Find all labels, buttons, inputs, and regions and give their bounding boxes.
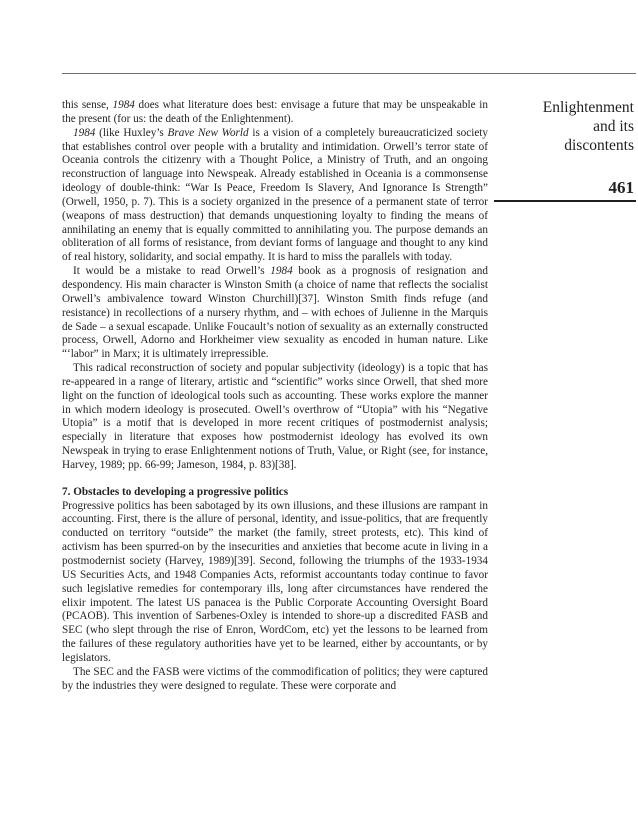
- paragraph-2: [62, 127, 488, 265]
- paragraph-3-text-b: book as a prognosis of resignation and despondency. His main character is Winston Smith (a choice of name that reflects the socialist Orwell’s ambivalence toward Winston Churchill)[37]. Winston Smith finds refuge (and resistance) in recollections of a nursery rhythm, and – with echoes of Julienne in the Marquis de Sade – a sexual escapade. Unlike Foucault’s notion of sexuality as an externally constructed process, Orwell, Adorno and Horkheimer view sexuality as encoded in human nature. Like “‘labor” in Marx; it is ultimately irrepressible.: [62, 265, 488, 361]
- paragraph-5: Progressive politics has been sabotaged by its own illusions, and these illusions are rampant in accounting. First, there is the allure of personal, identity, and issue-politics, that are frequently conducted on territory “outside” the market (the family, street protests, etc). This kind of activism has been spurred-on by the insecurities and anxieties that become acute in living in a postmodernist society (Harvey, 1989)[39]. Second, following the triumphs of the 1933-1934 US Securities Acts, and 1948 Companies Acts, reformist accountants today continue to favor such legislative remedies for contemporary ills, long after circumstances have rendered the elixir impotent. The latest US panacea is the Public Corporate Accounting Oversight Board (PCAOB). This invention of Sarbenes-Oxley is intended to shore-up a discredited FASB and SEC (who slept through the rise of Enron, WordCom, etc) yet the lessons to be learned from the failures of these regulatory authorities have yet to be learned, either by accountants, or by legislators.: [62, 499, 488, 664]
- paragraph-3-text-a: It would be a mistake to read Orwell’s: [73, 265, 271, 278]
- paragraph-3: [62, 265, 488, 362]
- paragraph-2-text-a: (like Huxley’s: [95, 126, 168, 139]
- body-text: [62, 99, 488, 693]
- running-title: [494, 98, 634, 155]
- paragraph-2-italic-title-2: Brave New World: [167, 126, 249, 139]
- paragraph-2-text-b: is a vision of a completely bureaucraticized society that establishes control over people with a brutality and intimidation. Orwell’s terror state of Oceania controls the citizenry with a Thought Police, a Ministry of Truth, and an ongoing reconstruction of language into Newspeak. Already established in Oceania is a commonsense ideology of double-think: “War Is Peace, Freedom Is Slavery, And Ignorance Is Strength” (Orwell, 1950, p. 7). This is a society organized in the presence of a permanent state of terror (weapons of mass destruction) that demands unquestioning loyalty to finding the means of annihilating an enemy that is equally committed to annihilating you. The purpose demands an obliteration of all forms of resistance, from deviant forms of language and thought to any kind of real history, solidarity, and social empathy. It is hard to miss the parallels with today.: [62, 126, 489, 264]
- paragraph-6: The SEC and the FASB were victims of the commodification of politics; they were captured by the industries they were designed to regulate. These were corporate and: [62, 665, 488, 692]
- paragraph-1-text-b: does what literature does best: envisage a future that may be unspeakable in the present (for us: the death of the Enlightenment).: [62, 99, 488, 125]
- paragraph-3-italic-title: 1984: [270, 265, 293, 278]
- paragraph-4: This radical reconstruction of society and popular subjectivity (ideology) is a topic that has re-appeared in a range of literary, artistic and “scientific” works since Orwell, that shed more light on the function of ideological tools such as accounting. These works explore the manner in which modern ideology is prosecuted. Owell’s overthrow of “Utopia” with his “Negative Utopia” is a motif that is developed in more recent critiques of postmodernist analysis; especially in literature that exposes how postmodernist ideology has evolved its own Newspeak in trying to erase Enlightenment notions of Truth, Value, or Right (see, for instance, Harvey, 1989; pp. 66-99; Jameson, 1984, p. 83)[38].: [62, 362, 488, 471]
- page-number: 461: [608, 178, 634, 197]
- paragraph-1-text-a: this sense,: [62, 99, 113, 111]
- header-rule: [62, 73, 636, 74]
- running-title-line-2: and its: [593, 118, 634, 135]
- running-title-line-3: discontents: [564, 137, 634, 154]
- paragraph-1-italic-title: 1984: [112, 99, 135, 111]
- section-heading: 7. Obstacles to developing a progressive politics: [62, 485, 289, 498]
- running-title-line-1: Enlightenment: [542, 99, 634, 116]
- paragraph-2-italic-title: 1984: [73, 126, 96, 139]
- paragraph-1: [62, 99, 488, 127]
- page-number-rule: [494, 200, 636, 202]
